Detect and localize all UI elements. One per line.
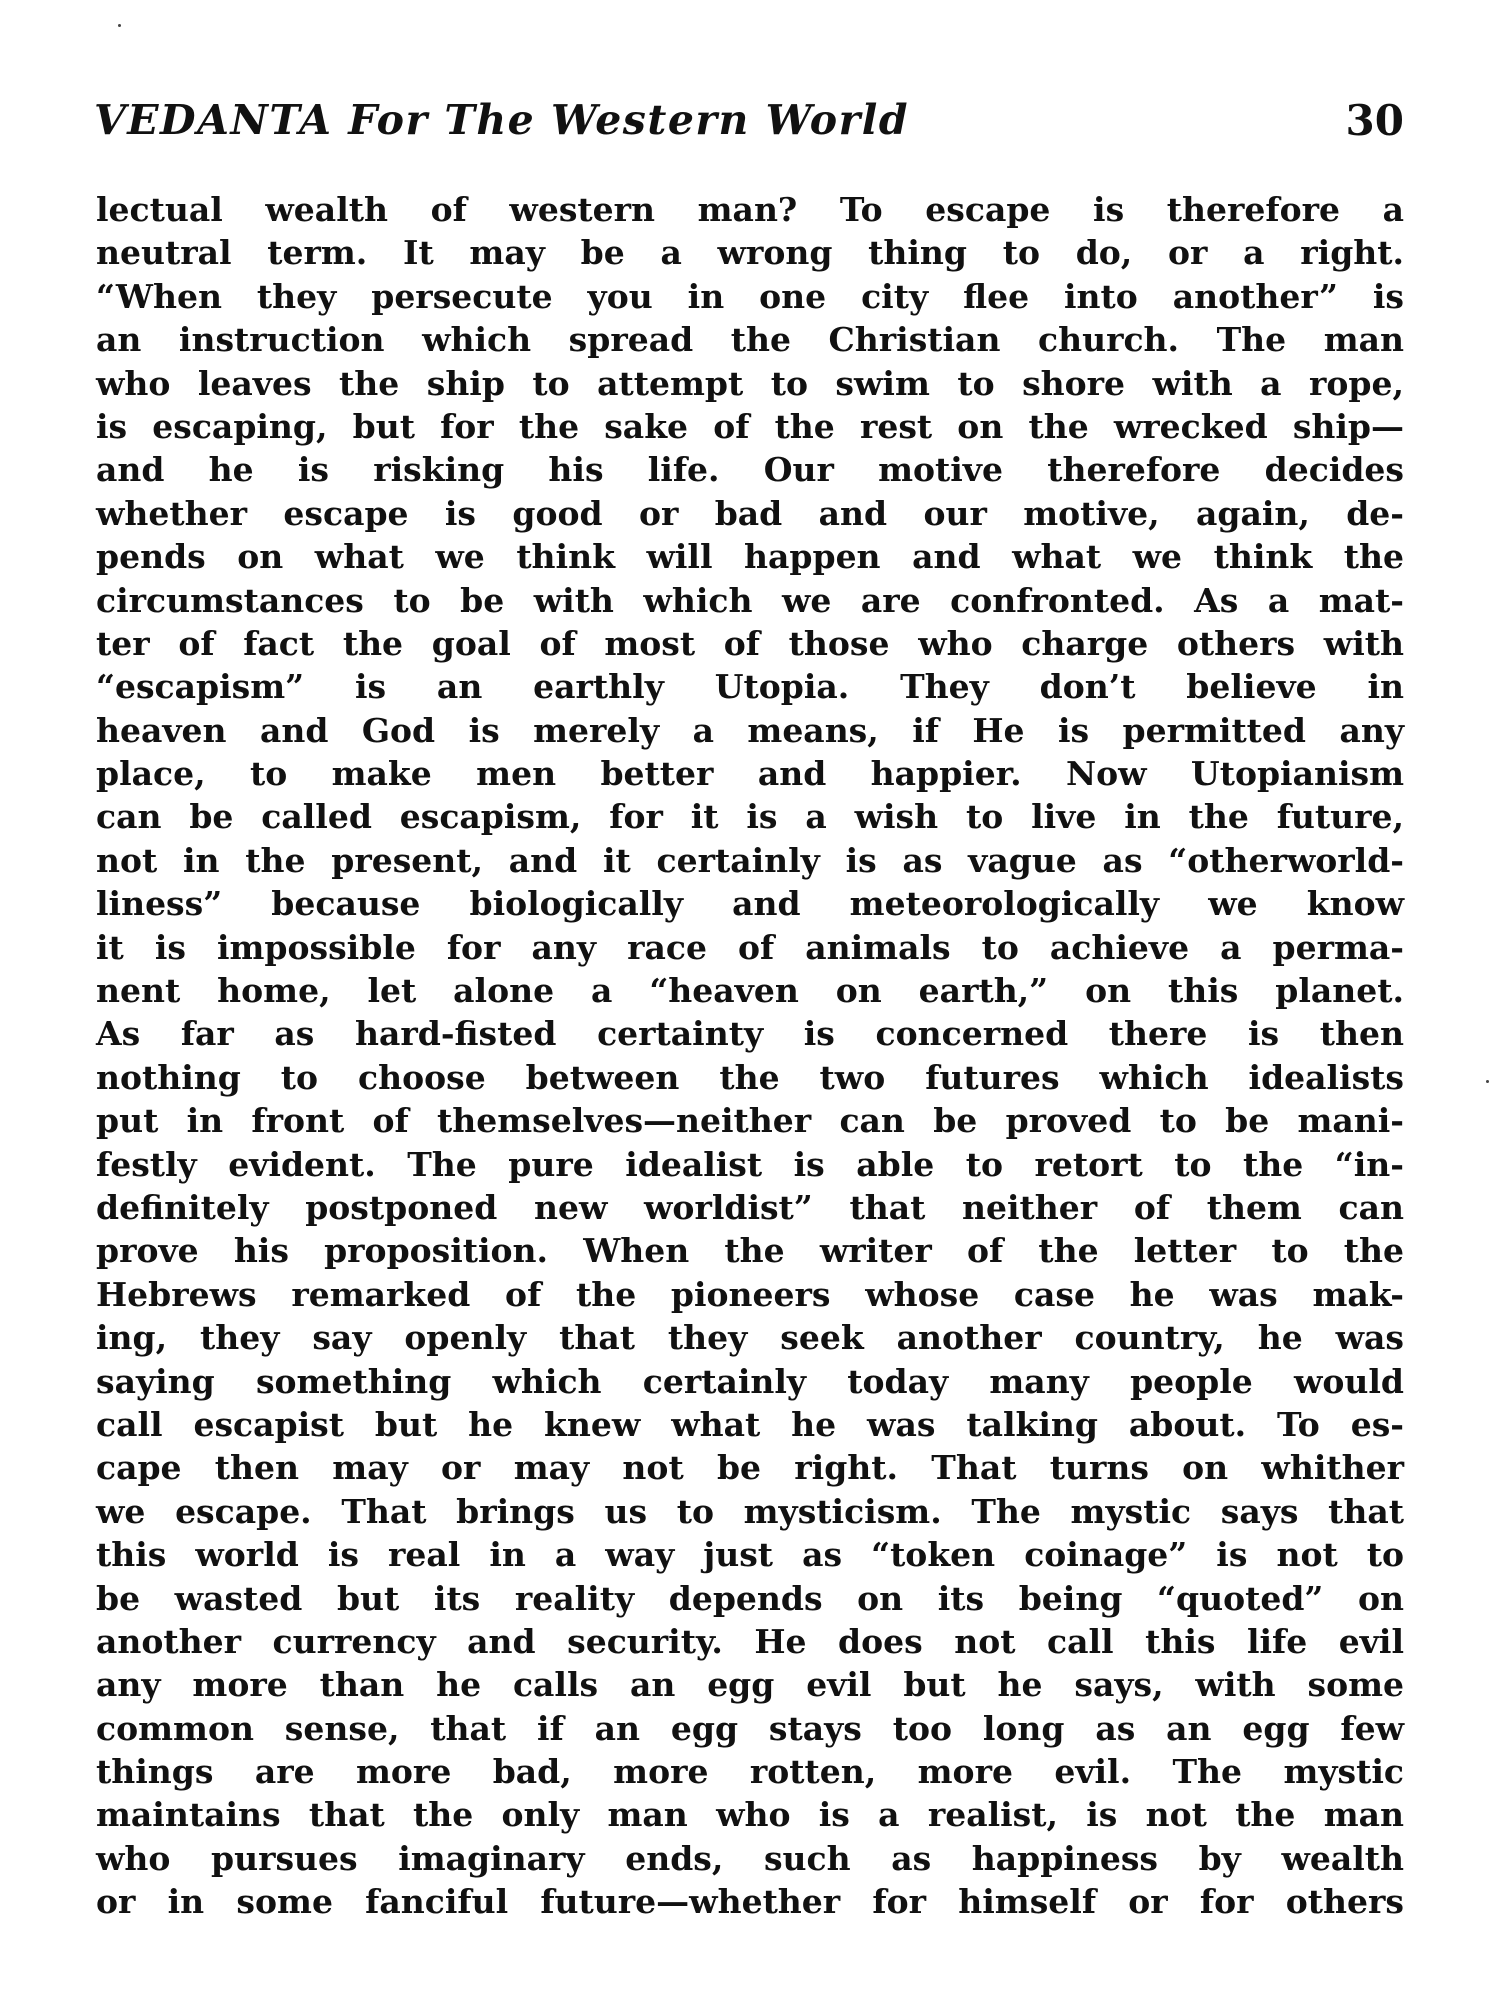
text-line: be wasted but its reality depends on its being “quoted” on [96, 1578, 1404, 1618]
text-line: lectual wealth of western man? To escape is therefore a [96, 190, 1404, 229]
text-line: saying something which certainly today many people would [96, 1361, 1404, 1401]
text-line: we escape. That brings us to mysticism. The mystic says that [96, 1491, 1404, 1531]
text-line: As far as hard-fisted certainty is concerned there is then [96, 1014, 1404, 1054]
print-speck [1486, 1080, 1489, 1083]
text-line: heaven and God is merely a means, if He is permitted any [96, 710, 1404, 750]
text-line: who leaves the ship to attempt to swim to shore with a rope, [96, 363, 1404, 403]
running-title: VEDANTA For The Western World [94, 96, 909, 144]
text-line: “When they persecute you in one city flee into another” is [96, 276, 1404, 316]
text-line: pends on what we think will happen and what we think the [96, 537, 1404, 577]
text-line: another currency and security. He does not call this life evil [96, 1621, 1404, 1661]
text-line: cape then may or may not be right. That turns on whither [96, 1448, 1404, 1488]
text-line: this world is real in a way just as “token coinage” is not to [96, 1535, 1404, 1575]
text-line: prove his proposition. When the writer of the letter to the [96, 1231, 1404, 1271]
text-line: maintains that the only man who is a realist, is not the man [96, 1795, 1404, 1835]
text-line: an instruction which spread the Christian church. The man [96, 320, 1404, 360]
text-line: any more than he calls an egg evil but he says, with some [96, 1665, 1404, 1705]
text-line: who pursues imaginary ends, such as happiness by wealth [96, 1838, 1404, 1878]
text-line: can be called escapism, for it is a wish to live in the future, [96, 797, 1404, 837]
body-paragraph [96, 188, 1404, 1924]
text-line: neutral term. It may be a wrong thing to do, or a right. [96, 233, 1404, 273]
text-line: common sense, that if an egg stays too long as an egg few [96, 1708, 1404, 1748]
text-line: whether escape is good or bad and our motive, again, de- [96, 493, 1404, 533]
text-line: liness” because biologically and meteorologically we know [96, 884, 1404, 924]
print-speck [118, 24, 121, 27]
text-line: nothing to choose between the two futures which idealists [96, 1057, 1404, 1097]
page-header [94, 96, 1404, 156]
text-line: things are more bad, more rotten, more evil. The mystic [96, 1752, 1404, 1792]
text-line: Hebrews remarked of the pioneers whose case he was mak- [96, 1274, 1404, 1314]
text-line: “escapism” is an earthly Utopia. They don’t believe in [96, 667, 1404, 707]
text-line: call escapist but he knew what he was talking about. To es- [96, 1404, 1404, 1444]
text-line: definitely postponed new worldist” that neither of them can [96, 1187, 1404, 1227]
text-line: nent home, let alone a “heaven on earth,” on this planet. [96, 971, 1404, 1011]
text-line: is escaping, but for the sake of the rest on the wrecked ship— [96, 406, 1404, 446]
page-number: 30 [1345, 96, 1404, 145]
text-line: ing, they say openly that they seek another country, he was [96, 1318, 1404, 1358]
text-line: circumstances to be with which we are confronted. As a mat- [96, 580, 1404, 620]
text-line: not in the present, and it certainly is as vague as “otherworld- [96, 840, 1404, 880]
text-line: ter of fact the goal of most of those who charge others with [96, 623, 1404, 663]
text-line: place, to make men better and happier. Now Utopianism [96, 754, 1404, 794]
text-line: put in front of themselves—neither can be proved to be mani- [96, 1101, 1404, 1141]
text-line: or in some fanciful future—whether for himself or for others [96, 1882, 1404, 1922]
text-line: festly evident. The pure idealist is able to retort to the “in- [96, 1144, 1404, 1184]
text-line: it is impossible for any race of animals to achieve a perma- [96, 927, 1404, 967]
text-line: and he is risking his life. Our motive therefore decides [96, 450, 1404, 490]
